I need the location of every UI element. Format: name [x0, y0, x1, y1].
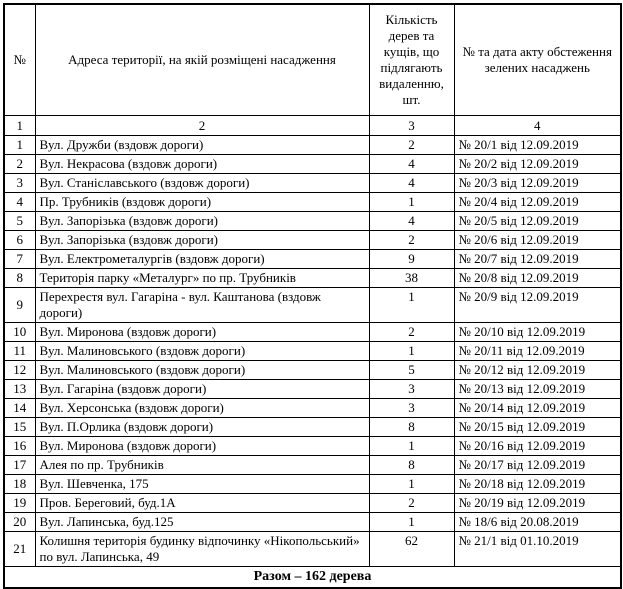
address-cell: Вул. П.Орлика (вздовж дороги) — [35, 418, 369, 437]
row-number-cell: 11 — [4, 342, 35, 361]
row-number-cell: 14 — [4, 399, 35, 418]
act-cell: № 20/1 від 12.09.2019 — [454, 136, 621, 155]
act-cell: № 20/14 від 12.09.2019 — [454, 399, 621, 418]
table-row — [4, 136, 621, 155]
count-cell: 38 — [369, 269, 454, 288]
count-cell: 2 — [369, 323, 454, 342]
header-number: № — [4, 4, 35, 116]
row-number-cell: 15 — [4, 418, 35, 437]
address-cell: Алея по пр. Трубників — [35, 456, 369, 475]
table-row — [4, 361, 621, 380]
column-index-3: 3 — [369, 116, 454, 136]
row-number-cell: 12 — [4, 361, 35, 380]
act-cell: № 20/12 від 12.09.2019 — [454, 361, 621, 380]
row-number-cell: 10 — [4, 323, 35, 342]
count-cell: 5 — [369, 361, 454, 380]
row-number-cell: 1 — [4, 136, 35, 155]
act-cell: № 18/6 від 20.08.2019 — [454, 513, 621, 532]
table-row — [4, 174, 621, 193]
row-number-cell: 18 — [4, 475, 35, 494]
table-row — [4, 437, 621, 456]
act-cell: № 21/1 від 01.10.2019 — [454, 532, 621, 567]
address-cell: Територія парку «Металург» по пр. Трубників — [35, 269, 369, 288]
column-index-4: 4 — [454, 116, 621, 136]
address-cell: Вул. Гагаріна (вздовж дороги) — [35, 380, 369, 399]
table-row — [4, 380, 621, 399]
act-cell: № 20/19 від 12.09.2019 — [454, 494, 621, 513]
column-index-1: 1 — [4, 116, 35, 136]
act-cell: № 20/15 від 12.09.2019 — [454, 418, 621, 437]
row-number-cell: 17 — [4, 456, 35, 475]
count-cell: 1 — [369, 437, 454, 456]
count-cell: 2 — [369, 136, 454, 155]
table-body — [4, 136, 621, 567]
table-header-row — [4, 4, 621, 116]
total-row — [4, 567, 621, 589]
address-cell: Вул. Шевченка, 175 — [35, 475, 369, 494]
count-cell: 1 — [369, 475, 454, 494]
address-cell: Вул. Миронова (вздовж дороги) — [35, 437, 369, 456]
row-number-cell: 8 — [4, 269, 35, 288]
table-row — [4, 494, 621, 513]
count-cell: 3 — [369, 399, 454, 418]
count-cell: 4 — [369, 174, 454, 193]
count-cell: 8 — [369, 456, 454, 475]
header-act: № та дата акту обстеження зелених насаджень — [454, 4, 621, 116]
header-address: Адреса території, на якій розміщені насадження — [35, 4, 369, 116]
address-cell: Перехрестя вул. Гагаріна - вул. Каштанова (вздовж дороги) — [35, 288, 369, 323]
count-cell: 9 — [369, 250, 454, 269]
green-plantings-removal-table — [3, 3, 622, 589]
address-cell: Вул. Лапинська, буд.125 — [35, 513, 369, 532]
count-cell: 4 — [369, 155, 454, 174]
row-number-cell: 19 — [4, 494, 35, 513]
address-cell: Пр. Трубників (вздовж дороги) — [35, 193, 369, 212]
column-index-2: 2 — [35, 116, 369, 136]
table-row — [4, 532, 621, 567]
row-number-cell: 13 — [4, 380, 35, 399]
table-row — [4, 155, 621, 174]
table-row — [4, 418, 621, 437]
count-cell: 2 — [369, 494, 454, 513]
address-cell: Вул. Дружби (вздовж дороги) — [35, 136, 369, 155]
row-number-cell: 4 — [4, 193, 35, 212]
address-cell: Пров. Береговий, буд.1А — [35, 494, 369, 513]
act-cell: № 20/6 від 12.09.2019 — [454, 231, 621, 250]
column-numbering-row — [4, 116, 621, 136]
table-row — [4, 288, 621, 323]
count-cell: 4 — [369, 212, 454, 231]
act-cell: № 20/7 від 12.09.2019 — [454, 250, 621, 269]
address-cell: Вул. Станіславського (вздовж дороги) — [35, 174, 369, 193]
count-cell: 1 — [369, 193, 454, 212]
address-cell: Колишня територія будинку відпочинку «Нікопольський» по вул. Лапинська, 49 — [35, 532, 369, 567]
row-number-cell: 20 — [4, 513, 35, 532]
address-cell: Вул. Запорізька (вздовж дороги) — [35, 212, 369, 231]
act-cell: № 20/17 від 12.09.2019 — [454, 456, 621, 475]
row-number-cell: 3 — [4, 174, 35, 193]
row-number-cell: 2 — [4, 155, 35, 174]
act-cell: № 20/4 від 12.09.2019 — [454, 193, 621, 212]
count-cell: 2 — [369, 231, 454, 250]
table-row — [4, 212, 621, 231]
address-cell: Вул. Некрасова (вздовж дороги) — [35, 155, 369, 174]
act-cell: № 20/18 від 12.09.2019 — [454, 475, 621, 494]
table-row — [4, 231, 621, 250]
table-row — [4, 193, 621, 212]
act-cell: № 20/13 від 12.09.2019 — [454, 380, 621, 399]
count-cell: 1 — [369, 288, 454, 323]
count-cell: 1 — [369, 513, 454, 532]
table-row — [4, 513, 621, 532]
table-row — [4, 342, 621, 361]
header-count: Кількість дерев та кущів, що підлягають видаленню, шт. — [369, 4, 454, 116]
table-row — [4, 323, 621, 342]
row-number-cell: 9 — [4, 288, 35, 323]
table-row — [4, 475, 621, 494]
act-cell: № 20/10 від 12.09.2019 — [454, 323, 621, 342]
table-row — [4, 250, 621, 269]
row-number-cell: 6 — [4, 231, 35, 250]
act-cell: № 20/11 від 12.09.2019 — [454, 342, 621, 361]
row-number-cell: 5 — [4, 212, 35, 231]
table-row — [4, 269, 621, 288]
address-cell: Вул. Миронова (вздовж дороги) — [35, 323, 369, 342]
row-number-cell: 21 — [4, 532, 35, 567]
act-cell: № 20/16 від 12.09.2019 — [454, 437, 621, 456]
table-row — [4, 456, 621, 475]
act-cell: № 20/9 від 12.09.2019 — [454, 288, 621, 323]
address-cell: Вул. Херсонська (вздовж дороги) — [35, 399, 369, 418]
address-cell: Вул. Малиновського (вздовж дороги) — [35, 342, 369, 361]
address-cell: Вул. Запорізька (вздовж дороги) — [35, 231, 369, 250]
count-cell: 62 — [369, 532, 454, 567]
count-cell: 1 — [369, 342, 454, 361]
address-cell: Вул. Малиновського (вздовж дороги) — [35, 361, 369, 380]
table-row — [4, 399, 621, 418]
address-cell: Вул. Електрометалургів (вздовж дороги) — [35, 250, 369, 269]
count-cell: 3 — [369, 380, 454, 399]
act-cell: № 20/2 від 12.09.2019 — [454, 155, 621, 174]
act-cell: № 20/3 від 12.09.2019 — [454, 174, 621, 193]
act-cell: № 20/8 від 12.09.2019 — [454, 269, 621, 288]
total-label: Разом – 162 дерева — [4, 567, 621, 589]
row-number-cell: 7 — [4, 250, 35, 269]
row-number-cell: 16 — [4, 437, 35, 456]
act-cell: № 20/5 від 12.09.2019 — [454, 212, 621, 231]
count-cell: 8 — [369, 418, 454, 437]
